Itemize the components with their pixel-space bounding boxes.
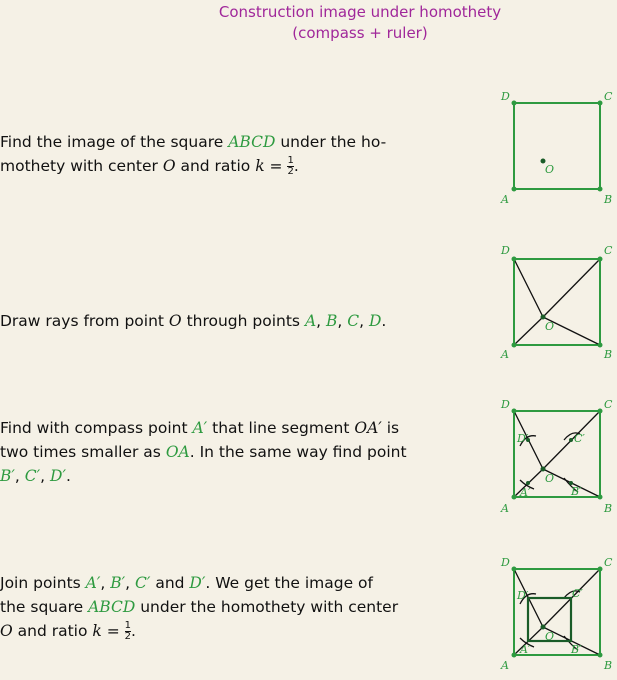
step-4-part: the square xyxy=(0,598,89,616)
step-1-part: Find the image of the square xyxy=(0,133,229,151)
step-3-part: two times smaller as xyxy=(0,443,166,461)
step-3-part: . In the same way find point xyxy=(189,443,407,461)
label-b: B xyxy=(604,193,613,206)
label-d-prime: D′ xyxy=(517,589,529,602)
vertex-d xyxy=(512,101,517,106)
center-name: O xyxy=(168,312,182,330)
center-name: O xyxy=(162,157,176,175)
point-o xyxy=(541,625,546,630)
step-2-text xyxy=(0,309,420,333)
step-1-text xyxy=(0,130,420,178)
label-a-prime: A′ xyxy=(520,643,531,656)
step-1-part: mothety with center xyxy=(0,157,163,175)
point-o xyxy=(541,315,546,320)
label-b: B xyxy=(604,659,613,672)
vertex-d xyxy=(512,409,517,414)
center-name: O xyxy=(0,622,13,640)
label-b-prime: B′ xyxy=(571,485,582,498)
point-a-prime-name: A′ xyxy=(192,419,208,437)
period: . xyxy=(381,312,387,330)
label-d: D xyxy=(501,244,510,257)
vertex-c xyxy=(598,567,603,572)
point-d-name: D xyxy=(368,312,382,330)
label-a: A xyxy=(501,502,509,515)
vertex-b xyxy=(598,495,603,500)
step-2-part: through points xyxy=(181,312,305,330)
ray-oa xyxy=(514,317,543,345)
square-name: ABCD xyxy=(88,598,136,616)
fraction-denominator: 2 xyxy=(287,166,294,177)
fraction-denominator: 2 xyxy=(124,631,132,642)
ray-od xyxy=(514,259,543,317)
figure-step-3 xyxy=(490,396,617,526)
label-o: O xyxy=(545,472,555,485)
point-c-prime xyxy=(569,438,573,442)
point-b-name: B xyxy=(326,312,338,330)
point-a-name: A xyxy=(304,312,317,330)
label-c-prime: C′ xyxy=(572,587,583,600)
vertex-d xyxy=(512,257,517,262)
vertex-b xyxy=(598,343,603,348)
title-line-1: Construction image under homothety xyxy=(218,3,502,21)
step-4-part: . We get the image of xyxy=(205,574,373,592)
vertex-a xyxy=(512,653,517,658)
point-c-name: C xyxy=(347,312,360,330)
comma: , xyxy=(125,574,136,592)
ratio-symbol: k xyxy=(255,157,265,175)
comma: , xyxy=(337,312,348,330)
figure-step-2 xyxy=(490,237,617,367)
step-3-text xyxy=(0,416,420,488)
period: . xyxy=(293,157,299,175)
point-b-prime-name: B′ xyxy=(110,574,126,592)
vertex-c xyxy=(598,257,603,262)
label-a: A xyxy=(501,193,509,206)
figure-step-4 xyxy=(490,550,617,680)
label-a: A xyxy=(501,348,509,361)
label-c: C xyxy=(604,398,613,411)
fraction-numerator: 1 xyxy=(124,620,132,631)
label-c-prime: C′ xyxy=(574,432,585,445)
step-4-part: Join points xyxy=(0,574,86,592)
label-o: O xyxy=(545,630,555,643)
vertex-a xyxy=(512,495,517,500)
label-b: B xyxy=(604,348,613,361)
square-abcd xyxy=(514,103,600,189)
vertex-a xyxy=(512,187,517,192)
label-c: C xyxy=(604,90,613,103)
vertex-c xyxy=(598,409,603,414)
point-d-prime-name: D′ xyxy=(189,574,206,592)
label-d: D xyxy=(501,398,510,411)
step-3-part: Find with compass point xyxy=(0,419,193,437)
label-o: O xyxy=(545,320,555,333)
step-4-part: and ratio xyxy=(12,622,93,640)
point-b-prime-name: B′ xyxy=(0,467,15,485)
label-d: D xyxy=(501,90,510,103)
label-a-prime: A′ xyxy=(520,486,531,499)
segment-oa: OA xyxy=(165,443,190,461)
point-a-prime-name: A′ xyxy=(85,574,101,592)
label-c: C xyxy=(604,244,613,257)
step-1-part: under the ho- xyxy=(275,133,387,151)
point-d-prime-name: D′ xyxy=(50,467,66,485)
equals-sign: = xyxy=(264,157,288,175)
fraction-numerator: 1 xyxy=(287,155,294,166)
comma: , xyxy=(14,467,25,485)
label-d-prime: D′ xyxy=(517,432,529,445)
label-d: D xyxy=(501,556,510,569)
comma: , xyxy=(316,312,326,330)
step-4-part: under the homothety with center xyxy=(135,598,399,616)
comma: , xyxy=(40,467,51,485)
step-3-part: that line segment xyxy=(207,419,355,437)
vertex-b xyxy=(598,653,603,658)
period: . xyxy=(65,467,71,485)
comma: , xyxy=(100,574,111,592)
square-name: ABCD xyxy=(228,133,276,151)
point-c-prime-name: C′ xyxy=(24,467,41,485)
figure-step-1 xyxy=(490,86,617,216)
equals-sign: = xyxy=(101,622,125,640)
period: . xyxy=(131,622,136,640)
label-o: O xyxy=(545,163,555,176)
page-title xyxy=(100,2,617,44)
label-b-prime: B′ xyxy=(571,643,582,656)
step-1-part: and ratio xyxy=(175,157,256,175)
segment-oa-prime: OA′ xyxy=(354,419,382,437)
point-a-prime xyxy=(526,481,530,485)
ratio-symbol: k xyxy=(92,622,102,640)
and-word: and xyxy=(150,574,190,592)
vertex-a xyxy=(512,343,517,348)
vertex-c xyxy=(598,101,603,106)
step-2-part: Draw rays from point xyxy=(0,312,169,330)
label-c: C xyxy=(604,556,613,569)
title-line-2: (compass + ruler) xyxy=(292,24,428,42)
point-c-prime-name: C′ xyxy=(135,574,151,592)
ray-oc xyxy=(543,259,600,317)
vertex-d xyxy=(512,567,517,572)
vertex-b xyxy=(598,187,603,192)
label-b: B xyxy=(604,502,613,515)
label-a: A xyxy=(501,659,509,672)
step-4-text xyxy=(0,571,420,643)
comma: , xyxy=(359,312,369,330)
point-o xyxy=(541,467,546,472)
step-3-part: is xyxy=(381,419,400,437)
